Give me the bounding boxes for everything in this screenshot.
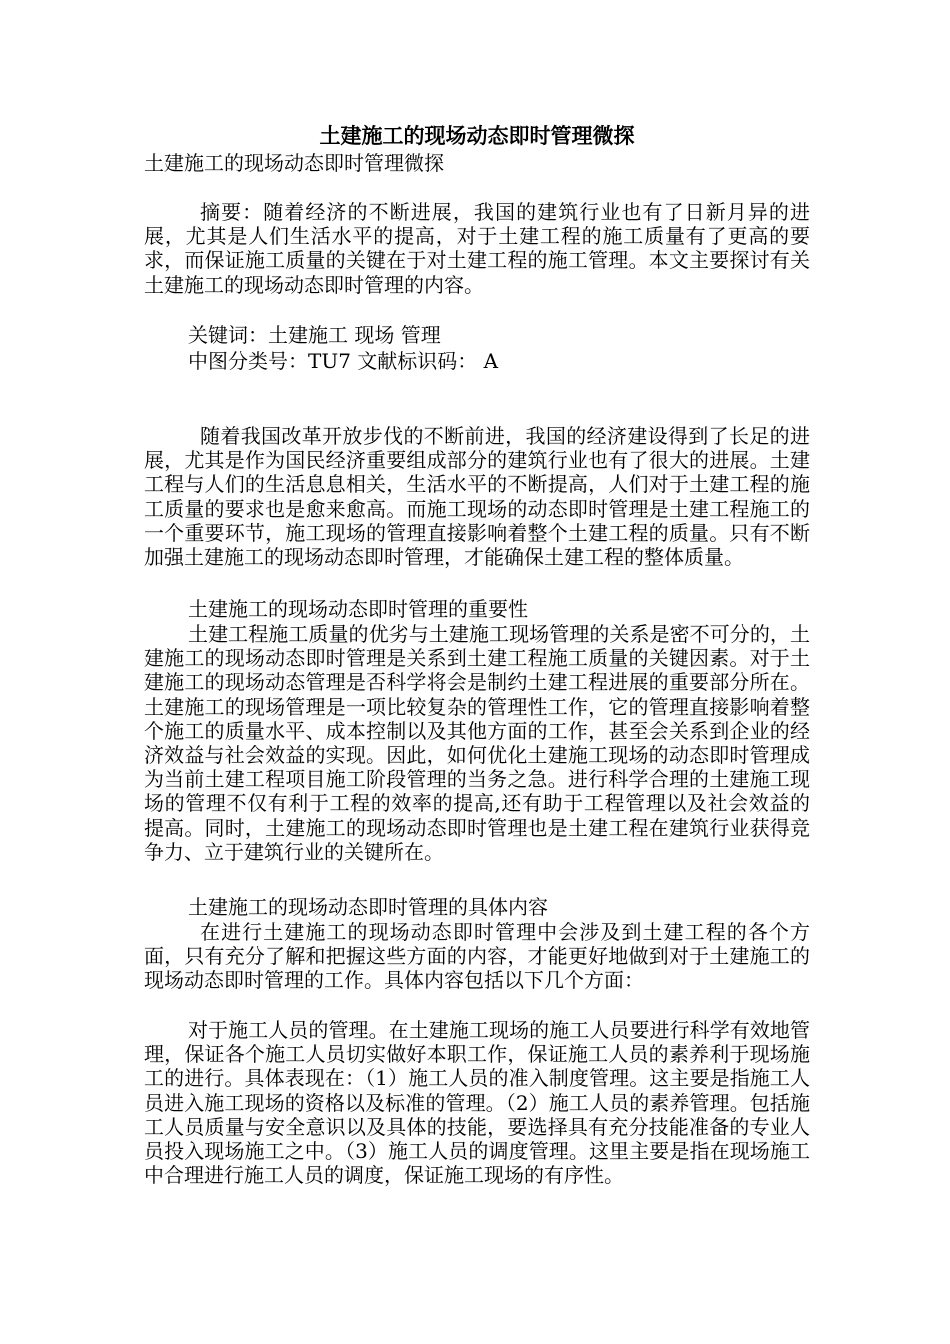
personnel-management-paragraph: 对于施工人员的管理。在土建施工现场的施工人员要进行科学有效地管理，保证各个施工人员切实做好本职工作，保证施工人员的素养利于现场施工的进行。具体表现在：（1）施工人员的准入制度管理。这主要是指施工人员进入施工现场的资格以及标准的管理。（2）施工人员的素养管理。包括施工人员质量与安全意识以及具体的技能，要选择具有充分技能准备的专业人员投入现场施工之中。（3）施工人员的调度管理。这里主要是指在现场施工中合理进行施工人员的调度，保证施工现场的有序性。 bbox=[144, 1018, 810, 1188]
classification-line: 中图分类号：TU7 文献标识码： A bbox=[188, 349, 499, 373]
intro-paragraph: 随着我国改革开放步伐的不断前进，我国的经济建设得到了长足的进展，尤其是作为国民经济重要组成部分的建筑行业也有了很大的进展。土建工程与人们的生活息息相关，生活水平的不断提高，人们对于土建工程的施工质量的要求也是愈来愈高。而施工现场的动态即时管理是土建工程施工的一个重要环节，施工现场的管理直接影响着整个土建工程的质量。只有不断加强土建施工的现场动态即时管理，才能确保土建工程的整体质量。 bbox=[144, 424, 810, 570]
importance-paragraph: 土建工程施工质量的优劣与土建施工现场管理的关系是密不可分的，土建施工的现场动态即时管理是关系到土建工程施工质量的关键因素。对于土建施工的现场动态管理是否科学将会是制约土建工程进展的重要部分所在。土建施工的现场管理是一项比较复杂的管理性工作，它的管理直接影响着整个施工的质量水平、成本控制以及其他方面的工作，甚至会关系到企业的经济效益与社会效益的实现。因此，如何优化土建施工现场的动态即时管理成为当前土建工程项目施工阶段管理的当务之急。进行科学合理的土建施工现场的管理不仅有利于工程的效率的提高,还有助于工程管理以及社会效益的提高。同时，土建施工的现场动态即时管理也是土建工程在建筑行业获得竞争力、立于建筑行业的关键所在。 bbox=[144, 622, 810, 864]
keywords-line: 关键词：土建施工 现场 管理 bbox=[188, 323, 441, 347]
section-heading-content: 土建施工的现场动态即时管理的具体内容 bbox=[188, 895, 548, 919]
abstract-paragraph: 摘要：随着经济的不断进展，我国的建筑行业也有了日新月异的进展，尤其是人们生活水平的提高，对于土建工程的施工质量有了更高的要求，而保证施工质量的关键在于对土建工程的施工管理。本文主要探讨有关土建施工的现场动态即时管理的内容。 bbox=[144, 200, 810, 297]
document-title: 土建施工的现场动态即时管理微探 bbox=[319, 123, 635, 148]
section-heading-importance: 土建施工的现场动态即时管理的重要性 bbox=[188, 597, 528, 621]
content-intro-paragraph: 在进行土建施工的现场动态即时管理中会涉及到土建工程的各个方面，只有充分了解和把握这些方面的内容，才能更好地做到对于土建施工的现场动态即时管理的工作。具体内容包括以下几个方面： bbox=[144, 920, 810, 993]
document-subtitle: 土建施工的现场动态即时管理微探 bbox=[144, 151, 444, 175]
